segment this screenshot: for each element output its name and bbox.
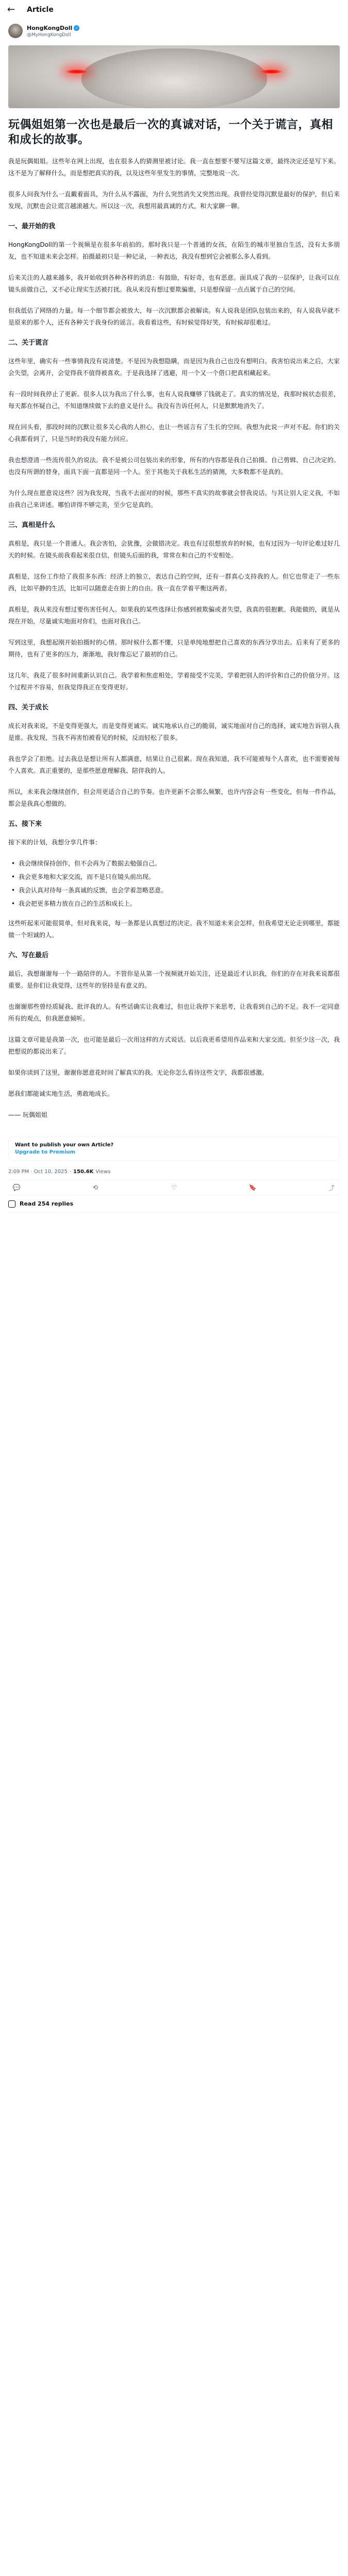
list-item: • 我会认真对待每一条真诚的反馈，也会学着忽略恶意。 [8, 885, 340, 896]
paragraph: 这篇文章可能是我第一次，也可能是最后一次用这样的方式说话。以后我更希望用作品来和大家交流。但至少这一次，我把想说的都说出来了。 [8, 1036, 340, 1055]
paragraph: 真相是，这份工作给了我很多东西：经济上的独立，表达自己的空间，还有一群真心支持我的人。但它也带走了一些东西，比如平静的生活，比如可以随意走在街上的自由。我一直在学着平衡这两者。 [8, 573, 340, 592]
plan-list [8, 858, 340, 909]
paragraph: HongKongDoll的第一个视频是在很多年前拍的。那时我只是一个普通的女孩，在陌生的城市里独自生活，没有太多朋友，也不知道未来会怎样。拍摄最初只是一种记录，一种表达，我没有想到它会被那么多人看到。 [8, 241, 340, 260]
paragraph: 我也想澄清一些流传很久的说法。我不是被公司包装出来的形象，所有的内容都是我自己拍摄、自己剪辑、自己决定的。也没有所谓的替身，面具下面一直都是同一个人。至于其他关于我私生活的猜测，大多数都不是真的。 [8, 456, 340, 476]
premium-upsell [8, 1137, 340, 1161]
paragraph: 为什么现在愿意说这些？因为我发现，当我不去面对的时候，那些不真实的故事就会替我说话。与其让别人定义我，不如由我自己来讲述。哪怕讲得不够完美，至少它是真的。 [8, 489, 340, 509]
read-replies-label: Read 254 replies [20, 1200, 74, 1207]
view-label: Views [95, 1169, 111, 1175]
paragraph: 真相是，我只是一个普通人。我会害怕，会犹豫，会做错决定。我也有过很想放弃的时候，也有过因为一句评论难过好几天的时候。在镜头前我看起来很自信，但镜头后面的我，常常在和自己的不安相处。 [8, 540, 340, 559]
back-arrow-icon[interactable]: ← [7, 4, 15, 15]
repost-icon[interactable]: ⟲ [92, 1184, 98, 1191]
paragraph: 但我低估了网络的力量。每一个细节都会被放大，每一次沉默都会被解读。有人说我是团队包装出来的，有人说我早就不是原来的那个人，还有各种关于我身份的谣言。我看着这些，有时候觉得好笑，有时候却很难过。 [8, 307, 340, 326]
section-heading: 五、接下来 [8, 820, 42, 828]
share-icon[interactable]: ⤴ [328, 1184, 335, 1192]
signature: —— 玩偶姐姐 [8, 1111, 47, 1118]
post-meta [0, 1161, 348, 1180]
glowing-eye-right-icon [259, 69, 283, 74]
post-timestamp[interactable]: 2:09 PM · Oct 10, 2025 [8, 1169, 68, 1175]
upsell-question: Want to publish your own Article? [15, 1142, 114, 1148]
avatar[interactable] [8, 24, 23, 38]
paragraph: 接下来的计划，我想分享几件事： [8, 839, 102, 846]
paragraph: 这些听起来可能很简单，但对我来说，每一条都是认真想过的决定。我不知道未来会怎样，但我希望无论走到哪里，都能做一个坦诚的人。 [8, 920, 340, 939]
cover-image[interactable] [8, 45, 340, 108]
page-title: Article [27, 6, 54, 14]
paragraph: 也谢谢那些曾经质疑我、批评我的人。有些话确实让我难过，但也让我停下来思考，让我看到自己的不足。我不一定同意所有的观点，但我愿意倾听。 [8, 1003, 340, 1022]
paragraph: 现在回头看，那段时间的沉默让很多关心我的人担心，也让一些谣言有了生长的空间。我想为此说一声对不起。你们的关心我都看到了，只是当时的我没有能力回应。 [8, 423, 340, 443]
reply-icon[interactable]: 💬 [12, 1184, 21, 1191]
paragraph: 所以，未来我会继续创作，但会用更适合自己的节奏。也许更新不会那么频繁，也许内容会有一些变化，但每一件作品，都会是我真心想做的。 [8, 788, 340, 807]
view-count: 150.6K [73, 1169, 94, 1175]
paragraph: 这些年里，确实有一些事情我没有说清楚。不是因为我想隐瞒，而是因为我自己也没有想明白。我害怕说出来之后，大家会失望，会离开，会觉得我不值得被喜欢。于是我选择了逃避，用一个又一个借口把真相藏起来。 [8, 358, 340, 377]
glowing-eye-left-icon [65, 69, 89, 74]
meta-separator: · [69, 1169, 72, 1175]
section-heading: 四、关于成长 [8, 704, 49, 711]
bookmark-icon[interactable]: 🔖 [248, 1184, 257, 1191]
cover-face [81, 48, 267, 108]
top-bar [0, 0, 348, 20]
paragraph: 这几年，我花了很多时间重新认识自己。我学着和焦虑相处，学着接受不完美，学着把别人的评价和自己的价值分开。这个过程并不容易，但我觉得我正在变得更好。 [8, 672, 340, 691]
paragraph: 我是玩偶姐姐。这些年在网上出现，也在很多人的猜测里被讨论。我一直在想要不要写这篇文章，最终决定还是写下来。这不是为了解释什么，而是想把真实的我，以及这些年里发生的事情，完整地说一次。 [8, 158, 340, 177]
author-name-row[interactable] [27, 25, 79, 31]
author-info [27, 25, 79, 38]
list-item: • 我会继续保持创作，但不会再为了数据去勉强自己。 [8, 858, 340, 869]
action-bar [8, 1180, 340, 1195]
paragraph: 后来关注的人越来越多，我开始收到各种各样的消息：有鼓励，有好奇，也有恶意。面具成了我的一层保护，让我可以在镜头前做自己，又不必让现实生活被打扰。我从来没有想过要欺骗谁，只是想保留一点点属于自己的空间。 [8, 274, 340, 293]
paragraph: 如果你读到了这里，谢谢你愿意花时间了解真实的我。无论你怎么看待这些文字，我都很感激。 [8, 1069, 269, 1076]
upgrade-premium-link[interactable]: Upgrade to Premium [15, 1149, 76, 1155]
paragraph: 成长对我来说，不是变得更强大，而是变得更诚实。诚实地承认自己的脆弱，诚实地面对自己的选择，诚实地告诉别人我是谁。我发现，当我不再害怕被看见的时候，反而轻松了很多。 [8, 722, 340, 741]
author-row[interactable] [0, 20, 348, 42]
list-item: • 我会把更多精力放在自己的生活和成长上。 [8, 898, 340, 909]
section-heading: 一、最开始的我 [8, 223, 56, 230]
section-heading: 二、关于谎言 [8, 339, 49, 347]
section-heading: 三、真相是什么 [8, 521, 56, 529]
list-item: • 我会更多地和大家交流，而不是只在镜头前出现。 [8, 871, 340, 883]
like-icon[interactable]: ♡ [171, 1184, 177, 1191]
article-body [0, 147, 348, 1121]
verified-badge-icon: ✓ [74, 25, 79, 31]
author-handle[interactable]: @MyHongKongDoll [27, 32, 71, 38]
replies-icon [8, 1200, 15, 1208]
paragraph: 真相是，我从来没有想过要伤害任何人。如果我的某些选择让你感到被欺骗或者失望，我真的很抱歉。我能做的，就是从现在开始，尽量诚实地面对你们，也面对我自己。 [8, 606, 340, 625]
section-heading: 六、写在最后 [8, 952, 49, 959]
article-headline: 玩偶姐姐第一次也是最后一次的真诚对话，一个关于谎言，真相和成长的故事。 [8, 118, 334, 146]
paragraph: 我也学会了拒绝。过去我总是想让所有人都满意，结果让自己很累。现在我知道，我不可能被每个人喜欢，也不需要被每个人喜欢。真正重要的，是那些愿意理解我、陪伴我的人。 [8, 755, 340, 774]
read-replies-button[interactable] [8, 1195, 340, 1213]
paragraph: 写到这里，我想起刚开始拍摄时的心情。那时候什么都不懂，只是单纯地想把自己喜欢的东西分享出去。后来有了更多的期待，也有了更多的压力，渐渐地，我好像忘记了最初的自己。 [8, 639, 340, 658]
paragraph: 愿我们都能诚实地生活，勇敢地成长。 [8, 1090, 114, 1097]
author-name[interactable]: HongKongDoll [27, 24, 73, 31]
paragraph: 很多人问我为什么一直戴着面具，为什么从不露面，为什么突然消失又突然出现。我曾经觉得沉默是最好的保护，但后来发现，沉默也会让谎言越滚越大。所以这一次，我想用最真诚的方式，和大家聊一聊。 [8, 191, 340, 210]
paragraph: 最后，我想谢谢每一个一路陪伴的人。不管你是从第一个视频就开始关注，还是最近才认识我，你们的存在对我来说都很重要。是你们让我觉得，这些年的坚持是有意义的。 [8, 970, 340, 989]
paragraph: 有一段时间我停止了更新。很多人以为我出了什么事，也有人说我赚够了钱就走了。真实的情况是，我那时候状态很差，每天都在怀疑自己，不知道继续做下去的意义是什么。我没有告诉任何人，只是默默地消失了。 [8, 391, 340, 410]
